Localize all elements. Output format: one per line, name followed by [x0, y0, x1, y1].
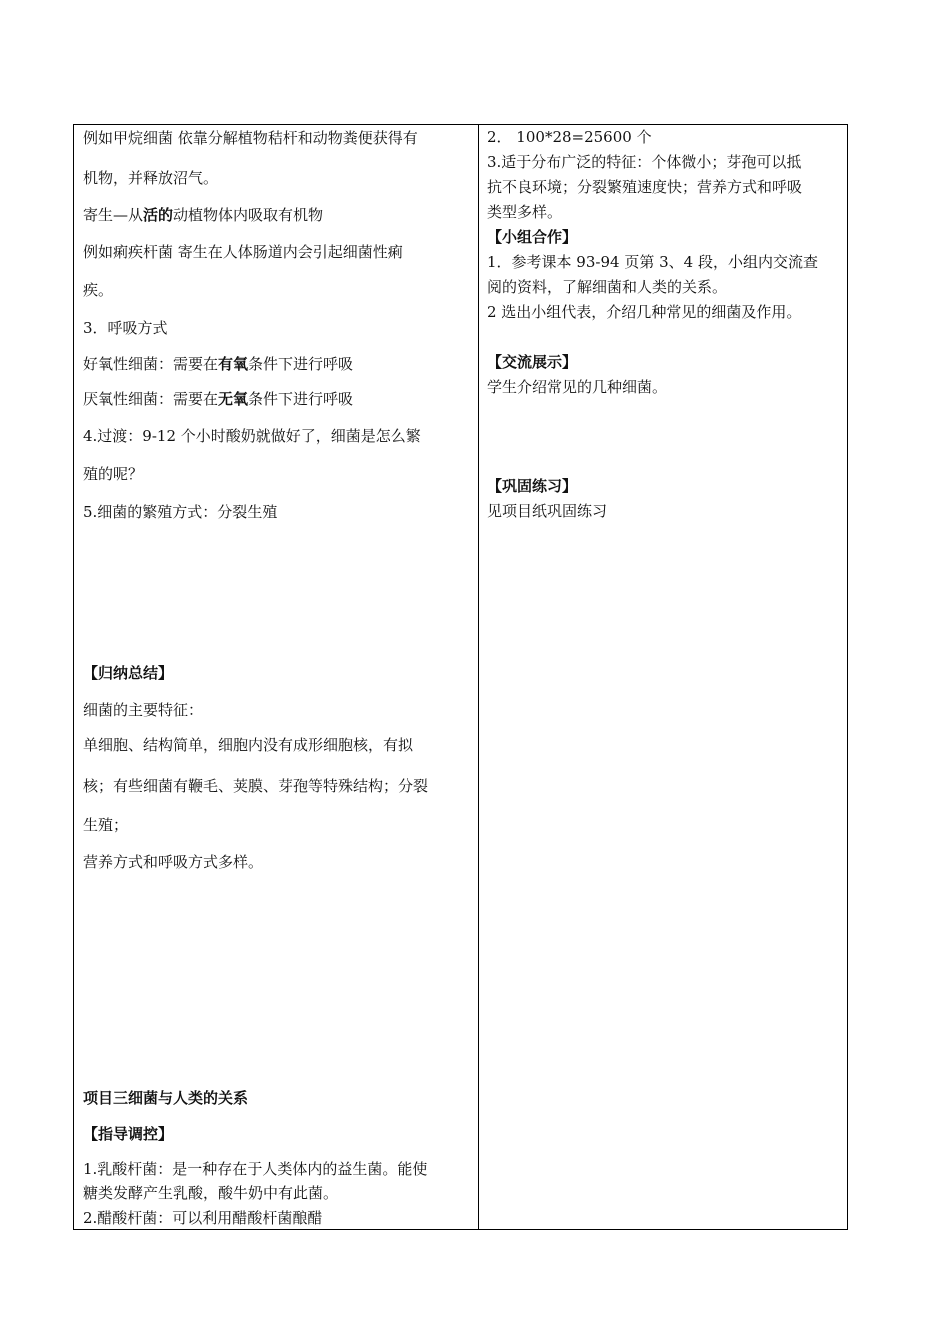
summary-heading: 【归纳总结】	[83, 664, 174, 682]
parasite-bold: 活的	[143, 206, 174, 224]
calc-line: 2． 100*28=25600 个	[487, 128, 652, 146]
project3-heading: 项目三细菌与人类的关系	[83, 1089, 249, 1107]
aerobic-line	[83, 355, 353, 373]
respiration-heading: 3．呼吸方式	[83, 319, 168, 337]
methane-line-2: 机物，并释放沼气。	[83, 169, 219, 187]
features-line-2: 核；有些细菌有鞭毛、荚膜、芽孢等特殊结构；分裂	[83, 777, 429, 795]
group-line-1: 1．参考课本 93-94 页第 3、4 段，小组内交流查	[487, 253, 818, 271]
group-line-2: 阅的资料，了解细菌和人类的关系。	[487, 278, 728, 296]
aerobic-bold: 有氧	[218, 355, 249, 373]
anaerobic-text-a: 厌氧性细菌：需要在	[83, 390, 219, 408]
group-line-3: 2 选出小组代表，介绍几种常见的细菌及作用。	[487, 303, 802, 321]
anaerobic-text-b: 条件下进行呼吸	[248, 390, 354, 408]
features-title: 细菌的主要特征：	[83, 701, 204, 719]
dysentery-line-1: 例如痢疾杆菌 寄生在人体肠道内会引起细菌性痢	[83, 243, 403, 261]
anaerobic-line	[83, 390, 353, 408]
left-column	[74, 125, 478, 1229]
parasite-text-b: 动植物体内吸取有机物	[173, 206, 324, 224]
aerobic-text-b: 条件下进行呼吸	[248, 355, 354, 373]
parasite-line	[83, 206, 323, 224]
reproduction-line: 5.细菌的繁殖方式：分裂生殖	[83, 503, 278, 521]
transition-line-2: 殖的呢？	[83, 465, 144, 483]
lesson-plan-table	[73, 124, 848, 1230]
adapt-line-1: 3.适于分布广泛的特征：个体微小；芽孢可以抵	[487, 153, 802, 171]
lactic-line-2: 糖类发酵产生乳酸，酸牛奶中有此菌。	[83, 1184, 339, 1202]
practice-line-1: 见项目纸巩固练习	[487, 502, 608, 520]
parasite-text-a: 寄生—从	[83, 206, 144, 224]
transition-line-1: 4.过渡：9-12 个小时酸奶就做好了，细菌是怎么繁	[83, 427, 421, 445]
features-line-3: 生殖；	[83, 816, 129, 834]
practice-heading: 【巩固练习】	[487, 477, 578, 495]
right-column	[479, 125, 847, 1229]
group-heading: 【小组合作】	[487, 228, 578, 246]
features-line-1: 单细胞、结构简单，细胞内没有成形细胞核，有拟	[83, 736, 414, 754]
acetic-line: 2.醋酸杆菌：可以利用醋酸杆菌酿醋	[83, 1209, 323, 1227]
lactic-line-1: 1.乳酸杆菌：是一种存在于人类体内的益生菌。能使	[83, 1160, 428, 1178]
methane-line-1: 例如甲烷细菌 依靠分解植物秸杆和动物粪便获得有	[83, 129, 418, 147]
exchange-line-1: 学生介绍常见的几种细菌。	[487, 378, 668, 396]
exchange-heading: 【交流展示】	[487, 353, 578, 371]
features-line-4: 营养方式和呼吸方式多样。	[83, 853, 264, 871]
dysentery-line-2: 疾。	[83, 281, 114, 299]
guidance-heading: 【指导调控】	[83, 1125, 174, 1143]
anaerobic-bold: 无氧	[218, 390, 249, 408]
adapt-line-2: 抗不良环境；分裂繁殖速度快；营养方式和呼吸	[487, 178, 803, 196]
aerobic-text-a: 好氧性细菌：需要在	[83, 355, 219, 373]
adapt-line-3: 类型多样。	[487, 203, 563, 221]
